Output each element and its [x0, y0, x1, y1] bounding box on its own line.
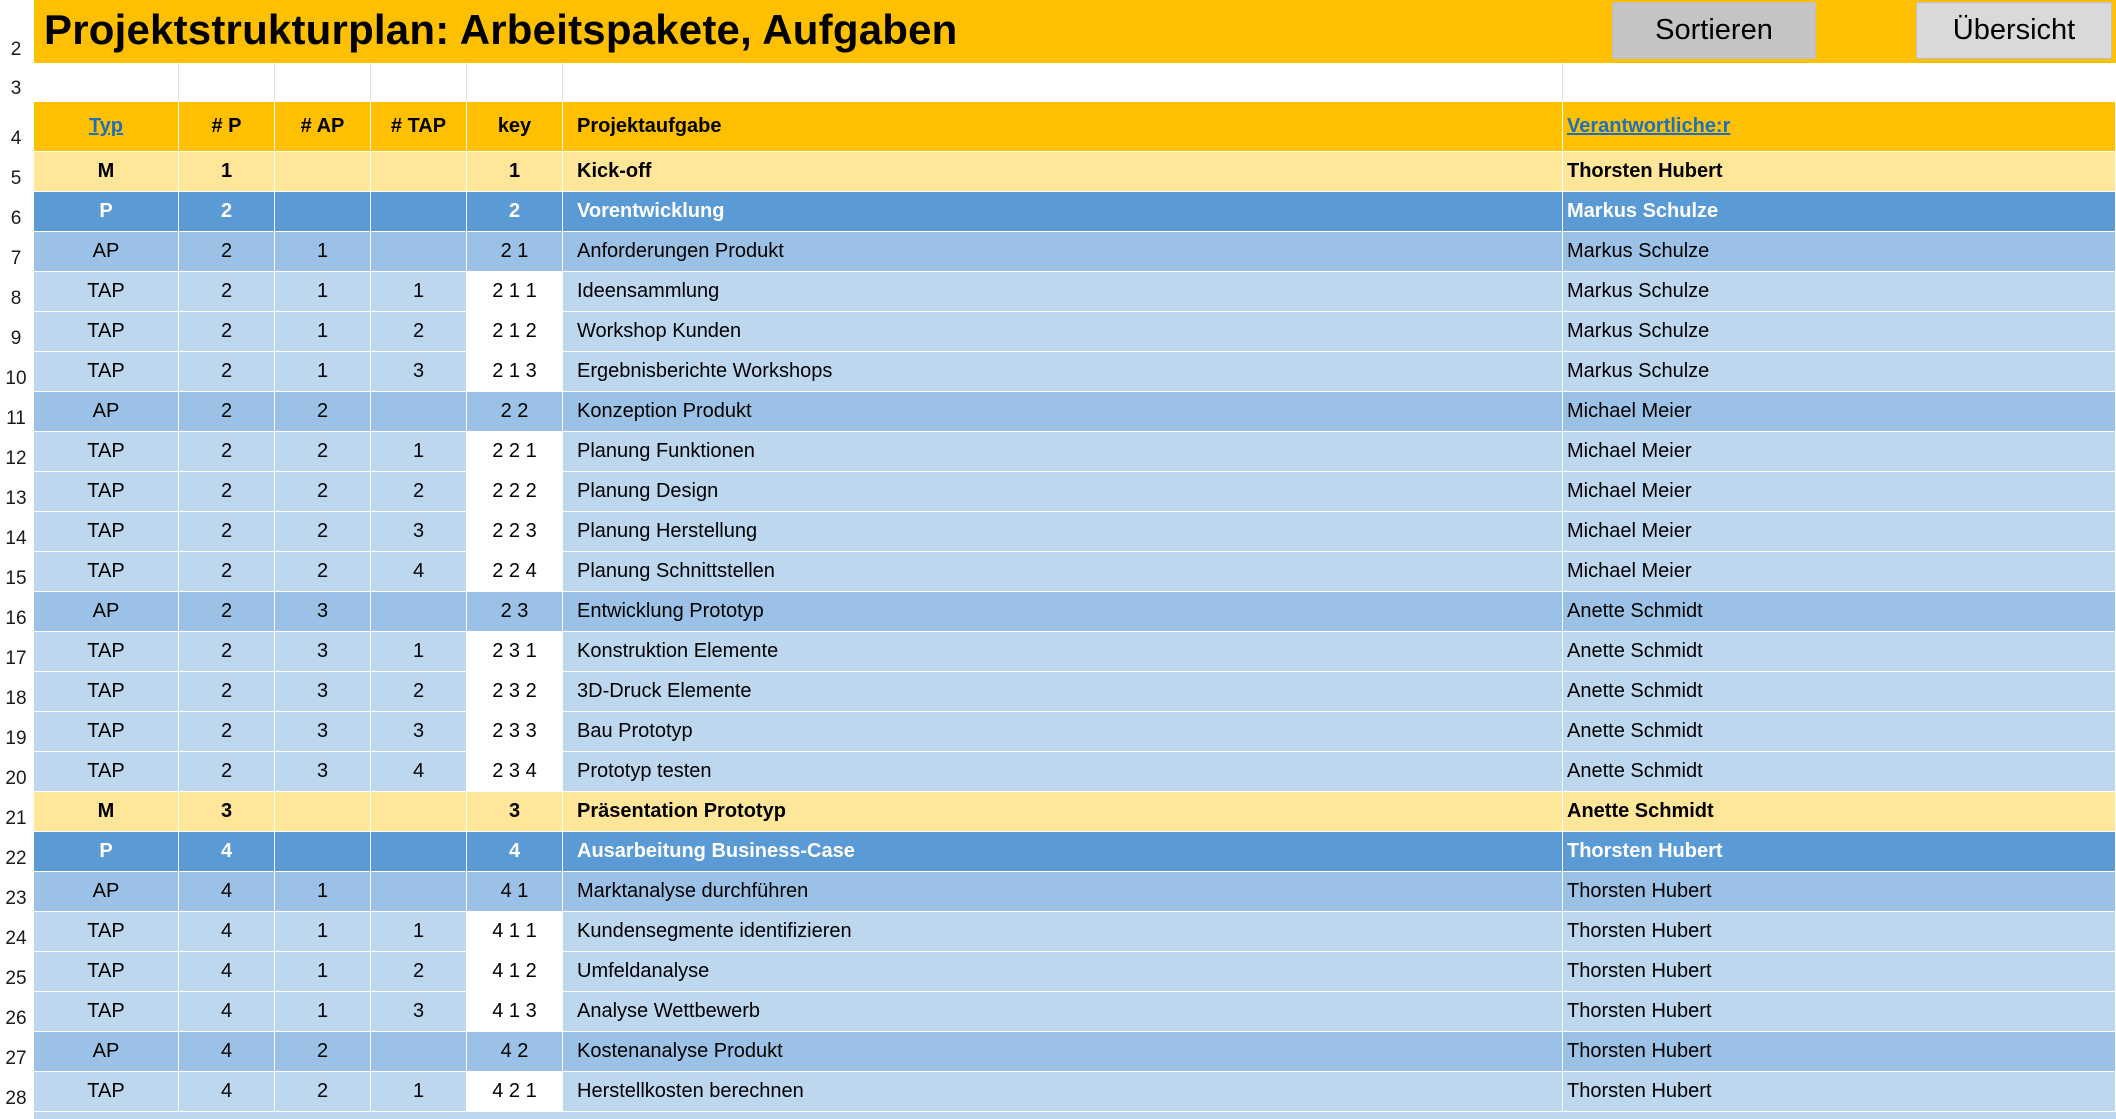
cell-ap[interactable]: 1	[275, 272, 371, 312]
cell-task[interactable]: Vorentwicklung	[563, 192, 1563, 232]
cell-ap[interactable]: 1	[275, 992, 371, 1032]
header-tap: # TAP	[371, 102, 467, 152]
table-row[interactable]	[34, 472, 2116, 512]
row-number[interactable]: 3	[10, 78, 22, 99]
cell-owner[interactable]: Markus Schulze	[1563, 352, 2116, 392]
cell-tap[interactable]: 1	[371, 272, 467, 312]
cell-task[interactable]: Präsentation Prototyp	[563, 792, 1563, 832]
cell-tap[interactable]: 2	[371, 672, 467, 712]
table-row[interactable]	[34, 752, 2116, 792]
cell-key[interactable]: 2 1	[467, 232, 563, 272]
cell-typ[interactable]: P	[34, 832, 179, 872]
cell-ap[interactable]: 1	[275, 312, 371, 352]
cell-task[interactable]: Umfeldanalyse	[563, 952, 1563, 992]
table-row[interactable]	[34, 632, 2116, 672]
cell-task[interactable]: Konstruktion Elemente	[563, 632, 1563, 672]
cell-key[interactable]: 3	[467, 792, 563, 832]
row-number[interactable]: 10	[5, 368, 27, 389]
cell-owner[interactable]: Anette Schmidt	[1563, 592, 2116, 632]
cell-key[interactable]: 4 1 2	[467, 952, 563, 992]
row-number[interactable]: 12	[5, 448, 27, 469]
cell-ap[interactable]: 3	[275, 632, 371, 672]
cell-p[interactable]: 4	[179, 912, 275, 952]
cell-ap[interactable]: 3	[275, 672, 371, 712]
cell-task[interactable]: Kostenanalyse Produkt	[563, 1032, 1563, 1072]
cell-owner[interactable]: Anette Schmidt	[1563, 792, 2116, 832]
cell-key[interactable]: 2 2	[467, 392, 563, 432]
cell-typ[interactable]: TAP	[34, 992, 179, 1032]
row-number[interactable]: 24	[5, 928, 27, 949]
cell-tap[interactable]	[371, 872, 467, 912]
cell-ap[interactable]: 1	[275, 912, 371, 952]
table-row[interactable]	[34, 1032, 2116, 1072]
overview-button[interactable]: Übersicht	[1916, 2, 2112, 59]
cell-task[interactable]: Planung Design	[563, 472, 1563, 512]
cell-owner[interactable]: Thorsten Hubert	[1563, 1032, 2116, 1072]
cell-task[interactable]: Ausarbeitung Business-Case	[563, 832, 1563, 872]
cell-owner[interactable]: Thorsten Hubert	[1563, 912, 2116, 952]
next-row-edge	[34, 1112, 2116, 1119]
cell-task[interactable]: 3D-Druck Elemente	[563, 672, 1563, 712]
cell-typ[interactable]: TAP	[34, 432, 179, 472]
cell-task[interactable]: Ideensammlung	[563, 272, 1563, 312]
cell-tap[interactable]	[371, 392, 467, 432]
cell-key[interactable]: 2 2 2	[467, 472, 563, 512]
row-number[interactable]: 17	[5, 648, 27, 669]
cell-tap[interactable]	[371, 232, 467, 272]
cell-p[interactable]: 2	[179, 552, 275, 592]
cell-p[interactable]: 1	[179, 152, 275, 192]
cell-typ[interactable]: TAP	[34, 912, 179, 952]
cell-owner[interactable]: Michael Meier	[1563, 512, 2116, 552]
cell-typ[interactable]: TAP	[34, 752, 179, 792]
cell-typ[interactable]: M	[34, 152, 179, 192]
cell-key[interactable]: 4 1 1	[467, 912, 563, 952]
row-number[interactable]: 16	[5, 608, 27, 629]
cell-task[interactable]: Workshop Kunden	[563, 312, 1563, 352]
row-number[interactable]: 25	[5, 968, 27, 989]
blank-row	[34, 63, 2116, 103]
cell-typ[interactable]: TAP	[34, 552, 179, 592]
row-number[interactable]: 4	[10, 128, 22, 149]
cell-key[interactable]: 4 2	[467, 1032, 563, 1072]
cell-typ[interactable]: TAP	[34, 672, 179, 712]
cell-key[interactable]: 1	[467, 152, 563, 192]
table-row[interactable]	[34, 792, 2116, 832]
cell-key[interactable]: 2 3 2	[467, 672, 563, 712]
cell-p[interactable]: 2	[179, 392, 275, 432]
cell-key[interactable]: 2	[467, 192, 563, 232]
sort-button[interactable]: Sortieren	[1612, 2, 1816, 59]
table-row[interactable]	[34, 432, 2116, 472]
cell-p[interactable]: 2	[179, 352, 275, 392]
cell-owner[interactable]: Thorsten Hubert	[1563, 872, 2116, 912]
cell-tap[interactable]: 3	[371, 352, 467, 392]
cell-ap[interactable]	[275, 792, 371, 832]
table-row[interactable]	[34, 1072, 2116, 1112]
cell-ap[interactable]: 2	[275, 552, 371, 592]
cell-ap[interactable]: 2	[275, 392, 371, 432]
table-row[interactable]	[34, 352, 2116, 392]
title-row	[34, 0, 2116, 64]
cell-ap[interactable]: 3	[275, 712, 371, 752]
cell-task[interactable]: Herstellkosten berechnen	[563, 1072, 1563, 1112]
cell-task[interactable]: Prototyp testen	[563, 752, 1563, 792]
cell-task[interactable]: Konzeption Produkt	[563, 392, 1563, 432]
row-number[interactable]: 23	[5, 888, 27, 909]
cell-owner[interactable]: Thorsten Hubert	[1563, 1072, 2116, 1112]
table-row[interactable]	[34, 232, 2116, 272]
table-row[interactable]	[34, 512, 2116, 552]
row-number[interactable]: 2	[10, 39, 22, 60]
row-number[interactable]: 27	[5, 1048, 27, 1069]
header-key: key	[467, 102, 563, 152]
cell-owner[interactable]: Markus Schulze	[1563, 312, 2116, 352]
cell-tap[interactable]: 3	[371, 992, 467, 1032]
cell-key[interactable]: 4 1	[467, 872, 563, 912]
table-row[interactable]	[34, 672, 2116, 712]
cell-p[interactable]: 2	[179, 472, 275, 512]
cell-ap[interactable]: 1	[275, 352, 371, 392]
cell-owner[interactable]: Thorsten Hubert	[1563, 992, 2116, 1032]
cell-ap[interactable]	[275, 832, 371, 872]
cell-owner[interactable]: Michael Meier	[1563, 392, 2116, 432]
page-title: Projektstrukturplan: Arbeitspakete, Aufgaben	[44, 6, 958, 53]
table-row[interactable]	[34, 312, 2116, 352]
cell-typ[interactable]: TAP	[34, 272, 179, 312]
cell-owner[interactable]: Markus Schulze	[1563, 232, 2116, 272]
cell-ap[interactable]: 2	[275, 432, 371, 472]
table-row[interactable]	[34, 832, 2116, 872]
row-header-column	[0, 0, 34, 1119]
row-number[interactable]: 5	[10, 168, 22, 189]
cell-owner[interactable]: Michael Meier	[1563, 472, 2116, 512]
cell-task[interactable]: Planung Schnittstellen	[563, 552, 1563, 592]
table-row[interactable]	[34, 192, 2116, 232]
cell-ap[interactable]: 2	[275, 1072, 371, 1112]
cell-key[interactable]: 2 2 4	[467, 552, 563, 592]
cell-typ[interactable]: TAP	[34, 1072, 179, 1112]
cell-key[interactable]: 2 3 3	[467, 712, 563, 752]
header-ap: # AP	[275, 102, 371, 152]
cell-task[interactable]: Planung Funktionen	[563, 432, 1563, 472]
cell-p[interactable]: 4	[179, 992, 275, 1032]
row-number[interactable]: 20	[5, 768, 27, 789]
cell-task[interactable]: Planung Herstellung	[563, 512, 1563, 552]
cell-tap[interactable]: 3	[371, 712, 467, 752]
cell-owner[interactable]: Anette Schmidt	[1563, 712, 2116, 752]
cell-task[interactable]: Marktanalyse durchführen	[563, 872, 1563, 912]
cell-tap[interactable]: 2	[371, 472, 467, 512]
cell-task[interactable]: Entwicklung Prototyp	[563, 592, 1563, 632]
cell-typ[interactable]: TAP	[34, 472, 179, 512]
cell-owner[interactable]: Thorsten Hubert	[1563, 152, 2116, 192]
cell-owner[interactable]: Anette Schmidt	[1563, 672, 2116, 712]
header-typ[interactable]: Typ	[34, 102, 179, 152]
table-row[interactable]	[34, 952, 2116, 992]
table-row[interactable]	[34, 912, 2116, 952]
cell-key[interactable]: 4 1 3	[467, 992, 563, 1032]
cell-key[interactable]: 2 3 1	[467, 632, 563, 672]
cell-tap[interactable]	[371, 192, 467, 232]
cell-typ[interactable]: AP	[34, 1032, 179, 1072]
cell-key[interactable]: 2 1 3	[467, 352, 563, 392]
cell-tap[interactable]	[371, 1032, 467, 1072]
row-number[interactable]: 28	[5, 1088, 27, 1109]
row-number[interactable]: 13	[5, 488, 27, 509]
header-task: Projektaufgabe	[563, 102, 1563, 152]
cell-ap[interactable]	[275, 192, 371, 232]
cell-p[interactable]: 2	[179, 632, 275, 672]
row-number[interactable]: 6	[10, 208, 22, 229]
row-number[interactable]: 15	[5, 568, 27, 589]
cell-ap[interactable]: 2	[275, 512, 371, 552]
cell-owner[interactable]: Markus Schulze	[1563, 272, 2116, 312]
table-row[interactable]	[34, 272, 2116, 312]
cell-p[interactable]: 2	[179, 432, 275, 472]
cell-owner[interactable]: Thorsten Hubert	[1563, 952, 2116, 992]
table-row[interactable]	[34, 392, 2116, 432]
row-number[interactable]: 9	[10, 328, 22, 349]
cell-typ[interactable]: TAP	[34, 632, 179, 672]
table-row[interactable]	[34, 552, 2116, 592]
cell-key[interactable]: 2 3 4	[467, 752, 563, 792]
cell-tap[interactable]: 2	[371, 952, 467, 992]
cell-p[interactable]: 2	[179, 272, 275, 312]
cell-tap[interactable]: 1	[371, 1072, 467, 1112]
cell-p[interactable]: 4	[179, 832, 275, 872]
cell-tap[interactable]	[371, 832, 467, 872]
cell-owner[interactable]: Anette Schmidt	[1563, 752, 2116, 792]
cell-task[interactable]: Analyse Wettbewerb	[563, 992, 1563, 1032]
cell-p[interactable]: 4	[179, 872, 275, 912]
cell-key[interactable]: 4 2 1	[467, 1072, 563, 1112]
cell-typ[interactable]: TAP	[34, 512, 179, 552]
cell-typ[interactable]: AP	[34, 232, 179, 272]
cell-tap[interactable]	[371, 792, 467, 832]
table-header-row	[34, 102, 2116, 152]
row-number[interactable]: 26	[5, 1008, 27, 1029]
cell-tap[interactable]: 2	[371, 312, 467, 352]
cell-tap[interactable]	[371, 592, 467, 632]
row-number[interactable]: 11	[6, 408, 26, 429]
cell-p[interactable]: 2	[179, 232, 275, 272]
cell-key[interactable]: 4	[467, 832, 563, 872]
cell-owner[interactable]: Anette Schmidt	[1563, 632, 2116, 672]
cell-typ[interactable]: AP	[34, 592, 179, 632]
cell-tap[interactable]: 1	[371, 912, 467, 952]
cell-ap[interactable]: 1	[275, 952, 371, 992]
cell-p[interactable]: 2	[179, 312, 275, 352]
cell-ap[interactable]: 3	[275, 752, 371, 792]
cell-p[interactable]: 4	[179, 1032, 275, 1072]
cell-key[interactable]: 2 2 3	[467, 512, 563, 552]
row-number[interactable]: 8	[10, 288, 22, 309]
cell-ap[interactable]: 2	[275, 1032, 371, 1072]
row-number[interactable]: 14	[5, 528, 27, 549]
cell-task[interactable]: Ergebnisberichte Workshops	[563, 352, 1563, 392]
cell-p[interactable]: 2	[179, 512, 275, 552]
table-row[interactable]	[34, 152, 2116, 192]
row-number[interactable]: 7	[10, 248, 22, 269]
cell-task[interactable]: Kick-off	[563, 152, 1563, 192]
cell-ap[interactable]: 1	[275, 232, 371, 272]
cell-p[interactable]: 2	[179, 592, 275, 632]
cell-owner[interactable]: Thorsten Hubert	[1563, 832, 2116, 872]
table-row[interactable]	[34, 592, 2116, 632]
cell-tap[interactable]	[371, 152, 467, 192]
cell-p[interactable]: 2	[179, 712, 275, 752]
cell-key[interactable]: 2 3	[467, 592, 563, 632]
cell-p[interactable]: 2	[179, 192, 275, 232]
cell-typ[interactable]: M	[34, 792, 179, 832]
cell-typ[interactable]: TAP	[34, 352, 179, 392]
cell-key[interactable]: 2 2 1	[467, 432, 563, 472]
cell-tap[interactable]: 1	[371, 632, 467, 672]
cell-typ[interactable]: AP	[34, 392, 179, 432]
cell-p[interactable]: 3	[179, 792, 275, 832]
cell-typ[interactable]: P	[34, 192, 179, 232]
cell-owner[interactable]: Michael Meier	[1563, 432, 2116, 472]
cell-typ[interactable]: TAP	[34, 712, 179, 752]
cell-typ[interactable]: TAP	[34, 952, 179, 992]
cell-tap[interactable]: 1	[371, 432, 467, 472]
cell-key[interactable]: 2 1 1	[467, 272, 563, 312]
cell-tap[interactable]: 4	[371, 552, 467, 592]
cell-owner[interactable]: Michael Meier	[1563, 552, 2116, 592]
cell-task[interactable]: Bau Prototyp	[563, 712, 1563, 752]
cell-p[interactable]: 4	[179, 1072, 275, 1112]
cell-task[interactable]: Kundensegmente identifizieren	[563, 912, 1563, 952]
cell-p[interactable]: 2	[179, 672, 275, 712]
cell-tap[interactable]: 3	[371, 512, 467, 552]
cell-tap[interactable]: 4	[371, 752, 467, 792]
table-row[interactable]	[34, 992, 2116, 1032]
cell-ap[interactable]: 1	[275, 872, 371, 912]
table-row[interactable]	[34, 872, 2116, 912]
cell-owner[interactable]: Markus Schulze	[1563, 192, 2116, 232]
cell-key[interactable]: 2 1 2	[467, 312, 563, 352]
cell-p[interactable]: 4	[179, 952, 275, 992]
cell-typ[interactable]: AP	[34, 872, 179, 912]
cell-task[interactable]: Anforderungen Produkt	[563, 232, 1563, 272]
row-number[interactable]: 21	[5, 808, 27, 829]
cell-p[interactable]: 2	[179, 752, 275, 792]
row-number[interactable]: 22	[5, 848, 27, 869]
header-p: # P	[179, 102, 275, 152]
cell-ap[interactable]: 3	[275, 592, 371, 632]
header-owner[interactable]: Verantwortliche:r	[1563, 102, 2116, 152]
cell-ap[interactable]: 2	[275, 472, 371, 512]
row-number[interactable]: 19	[5, 728, 27, 749]
row-number[interactable]: 18	[5, 688, 27, 709]
cell-typ[interactable]: TAP	[34, 312, 179, 352]
table-row[interactable]	[34, 712, 2116, 752]
cell-ap[interactable]	[275, 152, 371, 192]
